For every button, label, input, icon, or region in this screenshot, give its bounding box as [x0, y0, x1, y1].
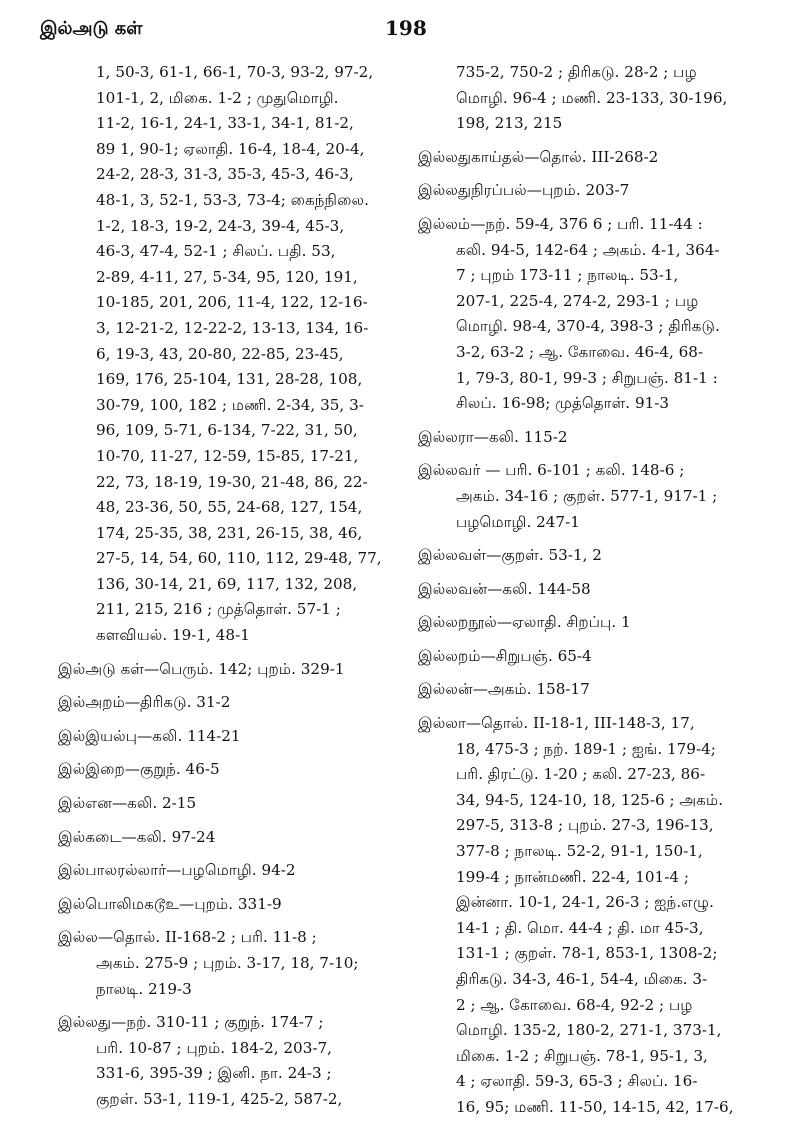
entry-headword-line: இல்லரா—கலி. 115-2: [418, 427, 568, 446]
entry-continuation-line: 34, 94-5, 124-10, 18, 125-6 ; அகம்.: [456, 790, 724, 809]
entry-continuation-line: 89 1, 90-1; ஏலாதி. 16-4, 18-4, 20-4,: [96, 139, 365, 158]
entry-continuation-line: 169, 176, 25-104, 131, 28-28, 108,: [96, 370, 363, 389]
entry-headword-line: இல்ல—தொல். II-168-2 ; பரி. 11-8 ;: [58, 928, 317, 947]
index-entry: [58, 690, 403, 716]
index-entry: [418, 145, 763, 171]
index-entry: [58, 825, 403, 851]
entry-continuation-line: 131-1 ; குறள். 78-1, 853-1, 1308-2;: [456, 944, 718, 963]
index-entry: [58, 1010, 403, 1112]
entry-continuation-line: 3-2, 63-2 ; ஆ. கோவை. 46-4, 68-: [456, 342, 704, 361]
entry-continuation-line: பழமொழி. 247-1: [456, 512, 580, 531]
entry-continuation-line: திரிகடு. 34-3, 46-1, 54-4, மிகை. 3-: [456, 970, 708, 988]
page-number: 198: [385, 16, 427, 40]
entry-continuation-line: 96, 109, 5-71, 6-134, 7-22, 31, 50,: [96, 421, 358, 440]
index-entry: [58, 60, 403, 649]
entry-continuation-line: 10-185, 201, 206, 11-4, 122, 12-16-: [96, 293, 368, 312]
index-entry: [418, 677, 763, 703]
entry-headword-line: இல்லம்—நற். 59-4, 376 6 ; பரி. 11-44 :: [418, 214, 703, 233]
entry-continuation-line: மொழி. 98-4, 370-4, 398-3 ; திரிகடு.: [456, 317, 720, 336]
entry-continuation-line: 6, 19-3, 43, 20-80, 22-85, 23-45,: [96, 344, 344, 363]
entry-continuation-line: பரி. 10-87 ; புறம். 184-2, 203-7,: [96, 1038, 333, 1057]
entry-continuation-line: 14-1 ; தி. மொ. 44-4 ; தி. மா 45-3,: [456, 918, 704, 937]
entry-headword-line: இல்இறை—குறுந். 46-5: [58, 760, 220, 779]
entry-headword-line: இல்லவள்—குறள். 53-1, 2: [418, 546, 602, 565]
entry-headword-line: இல்லவன்—கலி. 144-58: [418, 579, 591, 598]
entry-continuation-line: மிகை. 1-2 ; சிறுபஞ். 78-1, 95-1, 3,: [456, 1046, 708, 1065]
entry-headword-line: இல்பொலிமகடூஉ—புறம். 331-9: [58, 894, 282, 913]
entry-headword-line: இல்லதுநிரப்பல்—புறம். 203-7: [418, 181, 630, 200]
entry-continuation-line: களவியல். 19-1, 48-1: [96, 626, 250, 645]
entry-continuation-line: 198, 213, 215: [456, 114, 563, 133]
entry-headword-line: இல்இயல்பு—கலி. 114-21: [58, 726, 241, 745]
entry-headword-line: இல்அடு கள்—பெரும். 142; புறம். 329-1: [58, 659, 345, 678]
entry-continuation-line: 18, 475-3 ; நற். 189-1 ; ஐங். 179-4;: [456, 739, 716, 758]
entry-continuation-line: 24-2, 28-3, 31-3, 35-3, 45-3, 46-3,: [96, 165, 354, 184]
entry-headword-line: இல்லறம்—சிறுபஞ். 65-4: [418, 646, 592, 665]
entry-continuation-line: கலி. 94-5, 142-64 ; அகம். 4-1, 364-: [456, 240, 720, 259]
entry-headword-line: இல்லா—தொல். II-18-1, III-148-3, 17,: [418, 714, 695, 733]
entry-continuation-line: 48, 23-36, 50, 55, 24-68, 127, 154,: [96, 498, 363, 517]
index-entry: [418, 610, 763, 636]
entry-continuation-line: குறள். 53-1, 119-1, 425-2, 587-2,: [96, 1089, 343, 1108]
entry-continuation-line: மொழி. 96-4 ; மணி. 23-133, 30-196,: [456, 88, 728, 107]
entry-continuation-line: 16, 95; மணி. 11-50, 14-15, 42, 17-6,: [456, 1097, 734, 1116]
entry-continuation-line: 297-5, 313-8 ; புறம். 27-3, 196-13,: [456, 816, 714, 835]
index-entry: [58, 657, 403, 683]
entry-headword-line: இல்லறநூல்—ஏலாதி. சிறப்பு. 1: [418, 613, 631, 632]
entry-headword-line: இல்லன்—அகம். 158-17: [418, 680, 590, 699]
entry-continuation-line: 3, 12-21-2, 12-22-2, 13-13, 134, 16-: [96, 318, 369, 337]
index-entry: [418, 543, 763, 569]
index-entry: [58, 858, 403, 884]
entry-headword-line: இல்கடை—கலி. 97-24: [58, 827, 216, 846]
index-entry: [58, 791, 403, 817]
entry-continuation-line: 207-1, 225-4, 274-2, 293-1 ; பழ: [456, 291, 699, 310]
entry-continuation-line: 331-6, 395-39 ; இனி. நா. 24-3 ;: [96, 1064, 332, 1083]
index-entry: [418, 178, 763, 204]
entry-headword-line: இல்அறம்—திரிகடு. 31-2: [58, 693, 231, 712]
index-entry: [418, 711, 763, 1121]
left-column: [58, 60, 403, 1121]
entry-continuation-line: பரி. திரட்டு. 1-20 ; கலி. 27-23, 86-: [456, 765, 706, 784]
entry-headword-line: இல்என—கலி. 2-15: [58, 794, 197, 813]
entry-continuation-line: 1-2, 18-3, 19-2, 24-3, 39-4, 45-3,: [96, 216, 345, 235]
entry-continuation-line: 199-4 ; நான்மணி. 22-4, 101-4 ;: [456, 867, 689, 886]
entry-continuation-line: 27-5, 14, 54, 60, 110, 112, 29-48, 77,: [96, 549, 382, 568]
entry-continuation-line: 7 ; புறம் 173-11 ; நாலடி. 53-1,: [456, 266, 679, 285]
entry-continuation-line: 1, 50-3, 61-1, 66-1, 70-3, 93-2, 97-2,: [96, 63, 374, 81]
entry-continuation-line: 48-1, 3, 52-1, 53-3, 73-4; கைந்நிலை.: [96, 190, 369, 209]
entry-continuation-line: 136, 30-14, 21, 69, 117, 132, 208,: [96, 574, 358, 593]
entry-continuation-line: 174, 25-35, 38, 231, 26-15, 38, 46,: [96, 523, 363, 542]
index-entry: [418, 425, 763, 451]
index-entry: [58, 757, 403, 783]
right-column: [418, 60, 763, 1129]
entry-continuation-line: 1, 79-3, 80-1, 99-3 ; சிறுபஞ். 81-1 :: [456, 368, 718, 387]
index-entry: [58, 892, 403, 918]
entry-continuation-line: மொழி. 135-2, 180-2, 271-1, 373-1,: [456, 1021, 722, 1040]
entry-continuation-line: 101-1, 2, மிகை. 1-2 ; முதுமொழி.: [96, 88, 339, 107]
entry-continuation-line: 2 ; ஆ. கோவை. 68-4, 92-2 ; பழ: [456, 995, 693, 1014]
entry-headword-line: இல்லது—நற். 310-11 ; குறுந். 174-7 ;: [58, 1013, 324, 1032]
index-entry: [418, 60, 763, 137]
entry-continuation-line: 11-2, 16-1, 24-1, 33-1, 34-1, 81-2,: [96, 114, 354, 133]
entry-continuation-line: 46-3, 47-4, 52-1 ; சிலப். பதி. 53,: [96, 242, 336, 261]
entry-continuation-line: அகம். 34-16 ; குறள். 577-1, 917-1 ;: [456, 486, 718, 505]
entry-continuation-line: சிலப். 16-98; முத்தொள். 91-3: [456, 394, 670, 413]
entry-continuation-line: நாலடி. 219-3: [96, 979, 192, 998]
index-entry: [58, 925, 403, 1002]
entry-continuation-line: 30-79, 100, 182 ; மணி. 2-34, 35, 3-: [96, 395, 364, 414]
index-entry: [58, 724, 403, 750]
entry-continuation-line: 377-8 ; நாலடி. 52-2, 91-1, 150-1,: [456, 842, 703, 861]
entry-continuation-line: அகம். 275-9 ; புறம். 3-17, 18, 7-10;: [96, 954, 359, 972]
entry-headword-line: இல்பாலரல்லார்—பழமொழி. 94-2: [58, 861, 296, 880]
running-head: இல்அடு கள்: [40, 18, 143, 39]
entry-headword-line: இல்லதுகாய்தல்—தொல். III-268-2: [418, 147, 659, 166]
entry-continuation-line: 4 ; ஏலாதி. 59-3, 65-3 ; சிலப். 16-: [456, 1072, 698, 1091]
index-entry: [418, 644, 763, 670]
entry-continuation-line: 10-70, 11-27, 12-59, 15-85, 17-21,: [96, 446, 359, 465]
index-entry: [418, 577, 763, 603]
index-entry: [418, 458, 763, 535]
entry-continuation-line: 2-89, 4-11, 27, 5-34, 95, 120, 191,: [96, 267, 358, 286]
entry-continuation-line: 22, 73, 18-19, 19-30, 21-48, 86, 22-: [96, 472, 368, 491]
index-entry: [418, 212, 763, 417]
entry-continuation-line: 735-2, 750-2 ; திரிகடு. 28-2 ; பழ: [456, 63, 697, 81]
entry-headword-line: இல்லவர் — பரி. 6-101 ; கலி. 148-6 ;: [418, 461, 685, 480]
entry-continuation-line: இன்னா. 10-1, 24-1, 26-3 ; ஐந்.எழு.: [456, 893, 714, 912]
entry-continuation-line: 211, 215, 216 ; முத்தொள். 57-1 ;: [96, 600, 341, 619]
